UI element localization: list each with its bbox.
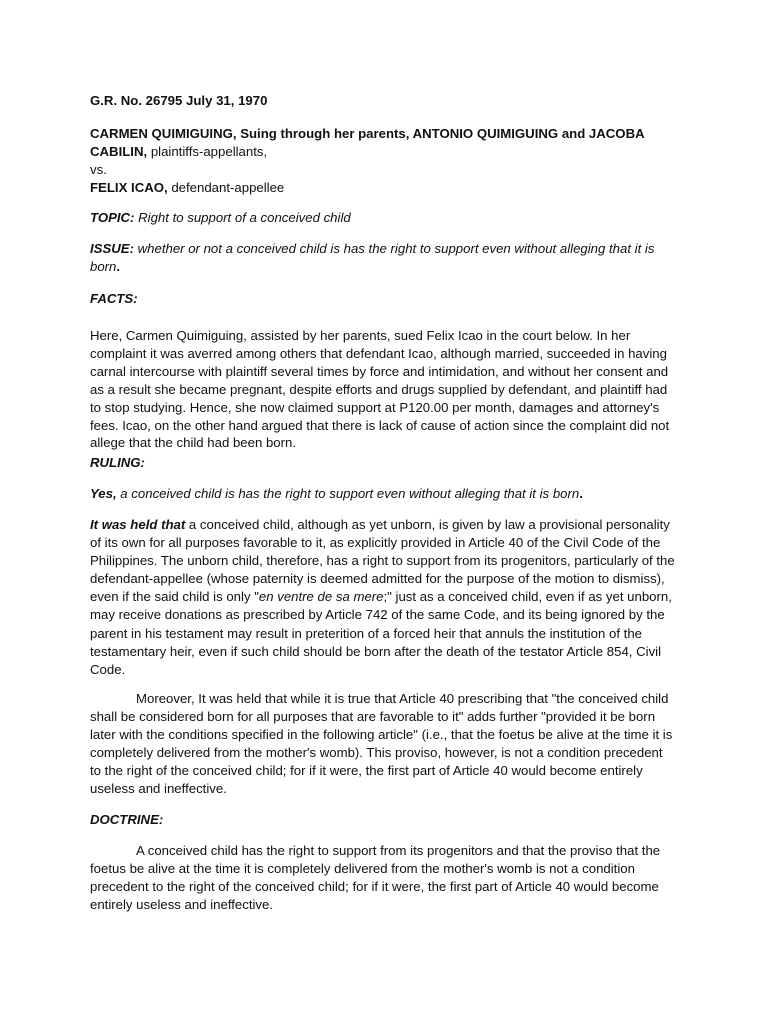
doctrine-line: foetus be alive at the time it is completely delivered from the mother's womb is not a condition [90, 861, 635, 877]
defendant-line [90, 179, 678, 197]
moreover-line: Moreover, It was held that while it is true that Article 40 prescribing that "the conceived child [136, 691, 669, 706]
plaintiffs-name-2: CABILIN, [90, 144, 148, 159]
topic-text: Right to support of a conceived child [134, 210, 351, 225]
doctrine-line: entirely useless and ineffective. [90, 897, 274, 913]
held-label: It was held that [90, 517, 186, 532]
facts-line: complaint it was averred among others that defendant Icao, although married, succeeded in having [90, 345, 667, 361]
topic-label: TOPIC: [90, 210, 135, 225]
doctrine-line: A conceived child has the right to support from its progenitors and that the proviso that the [136, 843, 661, 858]
held-line: of its own for all purposes favorable to it, as explicitly provided in Article 40 of the Civil Code of the [90, 535, 661, 551]
held-line: parent in his testament may result in preterition of a forced heir that annuls the institution of the [90, 625, 642, 641]
held-line: defendant-appellee (whose paternity is deemed admitted for the purpose of the motion to dismiss), [90, 571, 665, 587]
held-line: may receive donations as prescribed by Article 742 of the same Code, and its being ignored by the [90, 607, 665, 623]
doctrine-heading: DOCTRINE: [90, 812, 164, 827]
issue-text-end: . [116, 259, 121, 274]
moreover-paragraph [90, 690, 678, 799]
issue-line-1 [90, 240, 678, 258]
issue-text-1: whether or not a conceived child is has the right to support even without alleging that it is [133, 241, 655, 256]
held-line-5 [90, 588, 678, 606]
facts-line: Here, Carmen Quimiguing, assisted by her parents, sued Felix Icao in the court below. In her [90, 328, 631, 343]
facts-line: fees. Icao, on the other hand argued that there is lack of cause of action since the complaint did not [90, 417, 670, 433]
moreover-line: shall be considered born for all purposes that are favorable to it" adds further "provided it be born [90, 709, 656, 725]
held-line: Code. [90, 661, 126, 677]
facts-line: as a result she became pregnant, despite efforts and drugs supplied by defendant, and plaintiff had [90, 381, 668, 397]
defendant-role: defendant-appellee [167, 180, 285, 195]
ruling-answer-end: . [579, 486, 583, 501]
moreover-line: completely delivered from the mother's womb). This proviso, however, is not a condition precedent [90, 745, 663, 761]
held-line-5-post: ;" just as a conceived child, even if as yet unborn, [383, 589, 672, 605]
facts-paragraph [90, 327, 678, 452]
ruling-answer [90, 485, 678, 503]
plaintiffs-line-1: CARMEN QUIMIGUING, Suing through her parents, ANTONIO QUIMIGUING and JACOBA [90, 126, 645, 141]
held-text-1: a conceived child, although as yet unborn, is given by law a provisional personality [185, 517, 670, 532]
facts-heading: FACTS: [90, 291, 138, 306]
plaintiffs-role: plaintiffs-appellants, [147, 144, 268, 159]
facts-line: carnal intercourse with plaintiff several times by force and intimidation, and without her consent and [90, 363, 669, 379]
doctrine-paragraph [90, 842, 678, 914]
plaintiffs-line-2 [90, 143, 678, 161]
case-number: G.R. No. 26795 July 31, 1970 [90, 93, 268, 108]
held-line: Philippines. The unborn child, therefore, has a right to support from its progenitors, particularly of the [90, 553, 675, 569]
held-line-5-italic: en ventre de sa mere [258, 589, 384, 605]
issue-block [90, 240, 678, 276]
held-line-5-pre: even if the said child is only " [90, 589, 259, 605]
ruling-answer-text: a conceived child is has the right to support even without alleging that it is born [116, 486, 580, 501]
facts-line: allege that the child had been born. [90, 435, 297, 451]
moreover-line: useless and ineffective. [90, 781, 227, 797]
held-line-1 [90, 516, 678, 534]
ruling-heading: RULING: [90, 455, 145, 470]
defendant-name: FELIX ICAO, [90, 180, 168, 195]
versus-text: vs. [90, 162, 107, 177]
facts-line: to stop studying. Hence, she now claimed support at P120.00 per month, damages and attorney's [90, 399, 660, 415]
ruling-answer-label: Yes, [90, 486, 117, 501]
issue-text-2: born [90, 259, 117, 274]
issue-label: ISSUE: [90, 241, 134, 256]
held-line: testamentary heir, even if such child should be born after the death of the testator Article 854, Civil [90, 643, 662, 659]
issue-line-2 [90, 258, 678, 276]
moreover-line: later with the conditions specified in the following article" (i.e., that the foetus be alive at the time it is [90, 727, 673, 743]
topic-line [90, 209, 678, 227]
doctrine-line: precedent to the right of the conceived child; for if it were, the first part of Article 40 would become [90, 879, 659, 895]
moreover-line: to the right of the conceived child; for if it were, the first part of Article 40 would become entirely [90, 763, 643, 779]
parties-block [90, 125, 678, 197]
held-paragraph [90, 516, 678, 679]
